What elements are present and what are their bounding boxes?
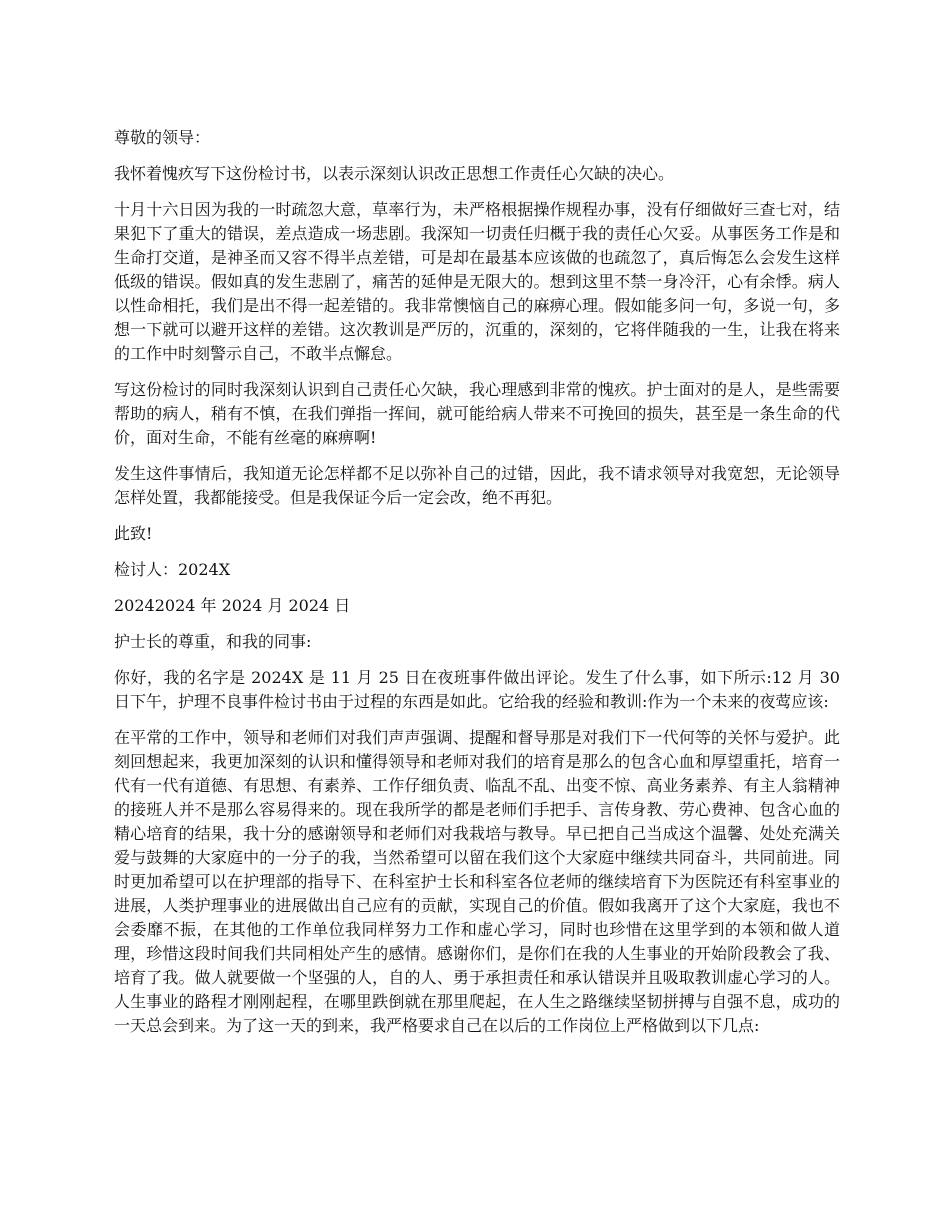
- date-line: 20242024 年 2024 月 2024 日: [114, 596, 351, 615]
- document-body: [114, 126, 840, 1050]
- signature-line: 检讨人：2024X: [114, 560, 231, 579]
- commitment-paragraph: 发生这件事情后，我知道无论怎样都不足以弥补自己的过错，因此，我不请求领导对我宽恕，无论领导怎样处置，我都能接受。但是我保证今后一定会改，绝不再犯。: [114, 464, 840, 507]
- incident-paragraph: 十月十六日因为我的一时疏忽大意，草率行为，未严格根据操作规程办事，没有仔细做好三查七对，结果犯下了重大的错误，差点造成一场悲剧。我深知一切责任归概于我的责任心欠妥。从事医务工作是和生命打交道，是神圣而又容不得半点差错，可是却在最基本应该做的也疏忽了，真后悔怎么会发生这样低级的错误。假如真的发生悲剧了，痛苦的延伸是无限大的。想到这里不禁一身冷汗，心有余悸。病人以性命相托，我们是出不得一起差错的。我非常懊恼自己的麻痹心理。假如能多问一句，多说一句，多想一下就可以避开这样的差错。这次教训是严厉的，沉重的，深刻的，它将伴随我的一生，让我在将来的工作中时刻警示自己，不敢半点懈怠。: [114, 200, 840, 363]
- closing-line: 此致!: [114, 524, 153, 543]
- second-intro-paragraph: 你好，我的名字是 2024X 是 11 月 25 日在夜班事件做出评论。发生了什么事，如下所示:12 月 30 日下午，护理不良事件检讨书由于过程的东西是如此。它给我的经验和教训:作为一个未来的夜莺应该:: [114, 668, 840, 711]
- gratitude-paragraph: 在平常的工作中，领导和老师们对我们声声强调、提醒和督导那是对我们下一代何等的关怀与爱护。此刻回想起来，我更加深刻的认识和懂得领导和老师对我们的培育是那么的包含心血和厚望重托，培育一代有一代有道德、有思想、有素养、工作仔细负责、临乱不乱、出变不惊、高业务素养、有主人翁精神的接班人并不是那么容易得来的。现在我所学的都是老师们手把手、言传身教、劳心费神、包含心血的精心培育的结果，我十分的感谢领导和老师们对我栽培与教导。早已把自己当成这个温馨、处处充满关爱与鼓舞的大家庭中的一分子的我，当然希望可以留在我们这个大家庭中继续共同奋斗，共同前进。同时更加希望可以在护理部的指导下、在科室护士长和科室各位老师的继续培育下为医院还有科室事业的进展，人类护理事业的进展做出自己应有的贡献，实现自己的价值。假如我离开了这个大家庭，我也不会委靡不振，在其他的工作单位我同样努力工作和虚心学习，同时也珍惜在这里学到的本领和做人道理，珍惜这段时间我们共同相处产生的感情。感谢你们，是你们在我的人生事业的开始阶段教会了我、培育了我。做人就要做一个坚强的人，自的人、勇于承担责任和承认错误并且吸取教训虚心学习的人。人生事业的路程才刚刚起程，在哪里跌倒就在那里爬起，在人生之路继续坚韧拼搏与自强不息，成功的一天总会到来。为了这一天的到来，我严格要求自己在以后的工作岗位上严格做到以下几点:: [114, 728, 840, 1035]
- salutation: 尊敬的领导：: [114, 128, 211, 147]
- opening-paragraph: 我怀着愧疚写下这份检讨书，以表示深刻认识改正思想工作责任心欠缺的决心。: [114, 164, 675, 183]
- second-salutation: 护士长的尊重，和我的同事:: [114, 632, 312, 651]
- reflection-paragraph: 写这份检讨的同时我深刻认识到自己责任心欠缺，我心理感到非常的愧疚。护士面对的是人，是些需要帮助的病人，稍有不慎，在我们弹指一挥间，就可能给病人带来不可挽回的损失，甚至是一条生命的代价，面对生命，不能有丝毫的麻痹啊!: [114, 380, 840, 447]
